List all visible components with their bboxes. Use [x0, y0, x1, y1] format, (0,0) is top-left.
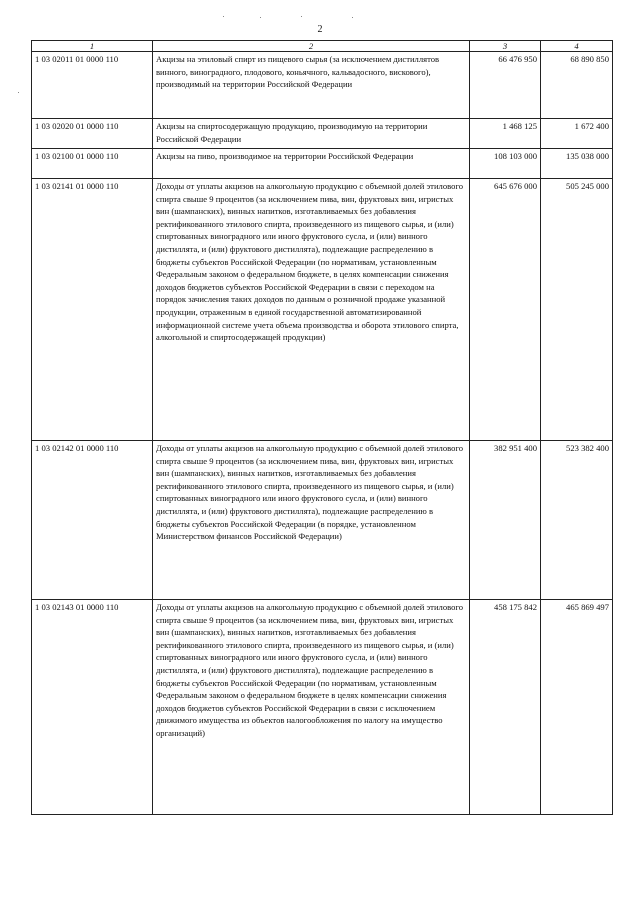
row-value-1: 382 951 400	[470, 441, 541, 600]
revenue-table	[31, 40, 613, 815]
row-value-2: 505 245 000	[541, 179, 613, 441]
row-code: 1 03 02142 01 0000 110	[32, 441, 153, 600]
column-header-2: 2	[153, 41, 470, 52]
row-description: Акцизы на этиловый спирт из пищевого сырья (за исключением дистиллятов винного, виноградного, плодового, коньячного, кальвадосного, вискового), производимый на территории Российской Федерации	[153, 52, 470, 119]
column-header-4: 4	[541, 41, 613, 52]
table-row	[32, 149, 613, 179]
page-number: 2	[317, 24, 323, 35]
table-row	[32, 52, 613, 119]
column-header-3: 3	[470, 41, 541, 52]
scan-speck	[352, 17, 353, 18]
row-description: Акцизы на пиво, производимое на территории Российской Федерации	[153, 149, 470, 179]
row-value-1: 66 476 950	[470, 52, 541, 119]
row-value-1: 458 175 842	[470, 600, 541, 815]
row-code: 1 03 02141 01 0000 110	[32, 179, 153, 441]
row-code: 1 03 02020 01 0000 110	[32, 119, 153, 149]
row-code: 1 03 02100 01 0000 110	[32, 149, 153, 179]
row-value-2: 523 382 400	[541, 441, 613, 600]
table-row	[32, 600, 613, 815]
row-value-1: 1 468 125	[470, 119, 541, 149]
row-description: Доходы от уплаты акцизов на алкогольную продукцию с объемной долей этилового спирта свыше 9 процентов (за исключением пива, вин, фруктовых вин, игристых вин (шампанских), винных напитков, изготавливаемых без добавления ректификованного этилового спирта, произведенного из пищевого сырья, и (или) спиртованных виноградного или иного фруктового сусла, и (или) винного дистиллята, и (или) фруктового дистиллята), подлежащие распределению в бюджеты субъектов Российской Федерации (в порядке, установленном Министерством финансов Российской Федерации)	[153, 441, 470, 600]
table-row	[32, 179, 613, 441]
scan-speck	[18, 92, 19, 93]
table-row	[32, 119, 613, 149]
header-row	[32, 41, 613, 52]
row-code: 1 03 02011 01 0000 110	[32, 52, 153, 119]
row-description: Акцизы на спиртосодержащую продукцию, производимую на территории Российской Федерации	[153, 119, 470, 149]
row-value-1: 108 103 000	[470, 149, 541, 179]
row-description: Доходы от уплаты акцизов на алкогольную продукцию с объемной долей этилового спирта свыше 9 процентов (за исключением пива, вин, фруктовых вин, игристых вин (шампанских), винных напитков, изготавливаемых без добавления ректификованного этилового спирта, произведенного из пищевого сырья, и (или) спиртованных виноградного или иного фруктового сусла, и (или) винного дистиллята, и (или) фруктового дистиллята), подлежащие распределению в бюджеты субъектов Российской Федерации (по нормативам, установленным Федеральным законом о федеральном бюджете, в целях компенсации снижения доходов бюджетов субъектов Российской Федерации в связи с переходом на порядок зачисления таких доходов по данным о розничной продаже указанной продукции, отраженным в единой государственной автоматизированной информационной системе учета объема производства и оборота этилового спирта, алкогольной и спиртосодержащей продукции)	[153, 179, 470, 441]
row-value-2: 1 672 400	[541, 119, 613, 149]
row-value-2: 465 869 497	[541, 600, 613, 815]
table-row	[32, 441, 613, 600]
scan-speck	[301, 16, 302, 17]
row-description: Доходы от уплаты акцизов на алкогольную продукцию с объемной долей этилового спирта свыше 9 процентов (за исключением пива, вин, фруктовых вин, игристых вин (шампанских), винных напитков, изготавливаемых без добавления ректификованного этилового спирта, произведенного из пищевого сырья, и (или) спиртованных виноградного или иного фруктового сусла, и (или) винного дистиллята, и (или) фруктового дистиллята), подлежащие распределению в бюджеты субъектов Российской Федерации (по нормативам, установленным Федеральным законом о федеральном бюджете в целях компенсации снижения доходов бюджетов субъектов Российской Федерации в связи с исключением движимого имущества из объектов налогообложения по налогу на имущество организаций)	[153, 600, 470, 815]
row-value-2: 135 038 000	[541, 149, 613, 179]
row-code: 1 03 02143 01 0000 110	[32, 600, 153, 815]
row-value-2: 68 890 850	[541, 52, 613, 119]
row-value-1: 645 676 000	[470, 179, 541, 441]
column-header-1: 1	[32, 41, 153, 52]
scan-speck	[260, 17, 261, 18]
scan-speck	[223, 16, 224, 17]
